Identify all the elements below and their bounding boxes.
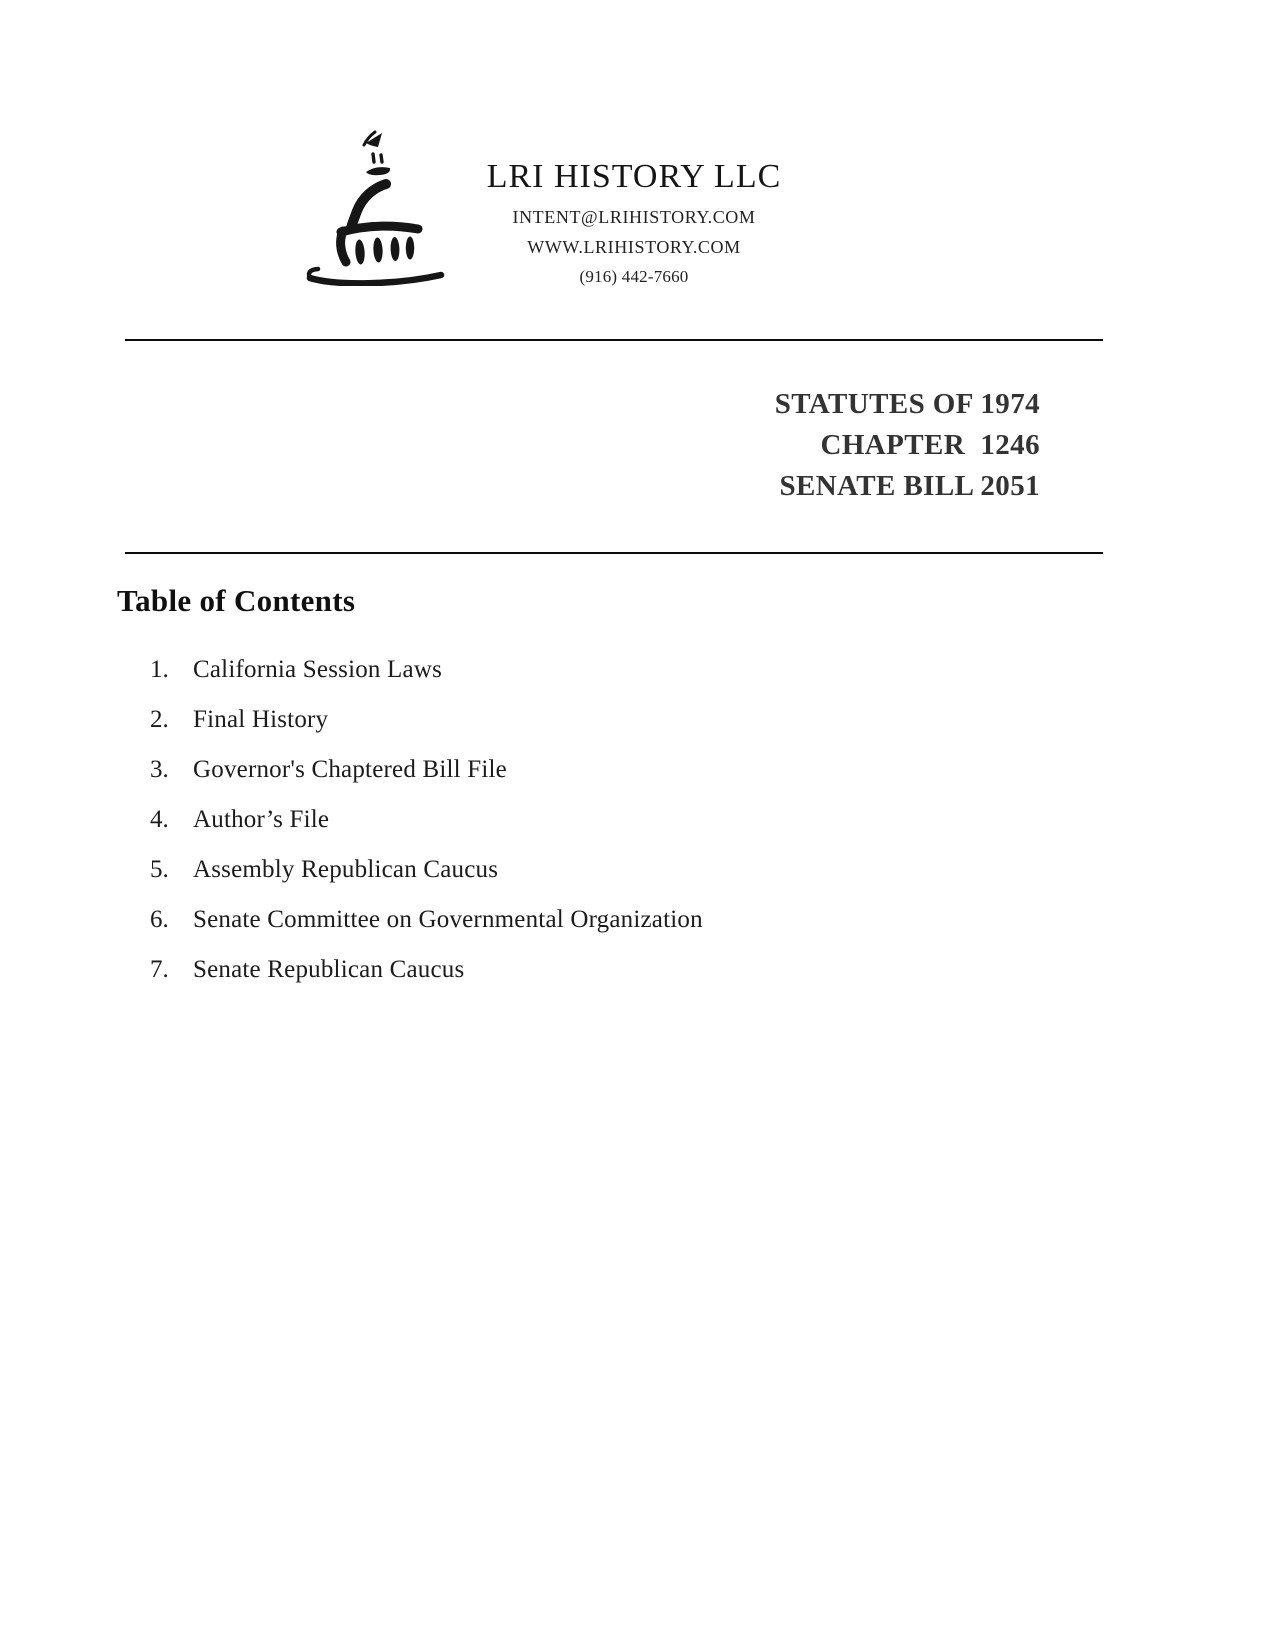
toc-item-number: 5.	[150, 856, 169, 883]
statutes-line: STATUTES OF 1974	[774, 388, 1040, 420]
toc-item-label: California Session Laws	[193, 656, 443, 683]
toc-item-label: Senate Republican Caucus	[193, 956, 465, 983]
toc-item-number: 6.	[150, 906, 169, 933]
toc-item-number: 1.	[150, 656, 169, 683]
toc-item-label: Governor's Chaptered Bill File	[193, 756, 507, 783]
divider-bottom	[125, 552, 1103, 554]
toc-item	[150, 695, 703, 745]
toc-item-number: 3.	[150, 756, 169, 783]
senate-bill-line: SENATE BILL 2051	[779, 470, 1040, 502]
company-website: WWW.LRIHISTORY.COM	[527, 237, 741, 257]
toc-item-label: Final History	[193, 706, 329, 733]
divider-top	[125, 339, 1103, 341]
toc-item	[150, 795, 703, 845]
toc-item-number: 4.	[150, 806, 169, 833]
statute-reference-block	[775, 384, 1040, 507]
capitol-dome-logo-icon	[296, 128, 458, 286]
toc-item	[150, 845, 703, 895]
toc-item-label: Assembly Republican Caucus	[193, 856, 499, 883]
toc-heading: Table of Contents	[117, 583, 356, 618]
company-email: INTENT@LRIHISTORY.COM	[512, 207, 756, 227]
toc-item-number: 2.	[150, 706, 169, 733]
letterhead	[448, 156, 820, 287]
chapter-line: CHAPTER 1246	[820, 429, 1040, 461]
toc-item	[150, 895, 703, 945]
toc-item-number: 7.	[150, 956, 169, 983]
toc-item-label: Senate Committee on Governmental Organization	[193, 906, 703, 933]
toc-item	[150, 745, 703, 795]
toc-item-label: Author’s File	[193, 806, 330, 833]
toc-item	[150, 945, 703, 995]
toc-list	[150, 645, 703, 995]
company-name: LRI HISTORY LLC	[486, 158, 782, 195]
company-phone: (916) 442-7660	[579, 267, 689, 286]
toc-item	[150, 645, 703, 695]
